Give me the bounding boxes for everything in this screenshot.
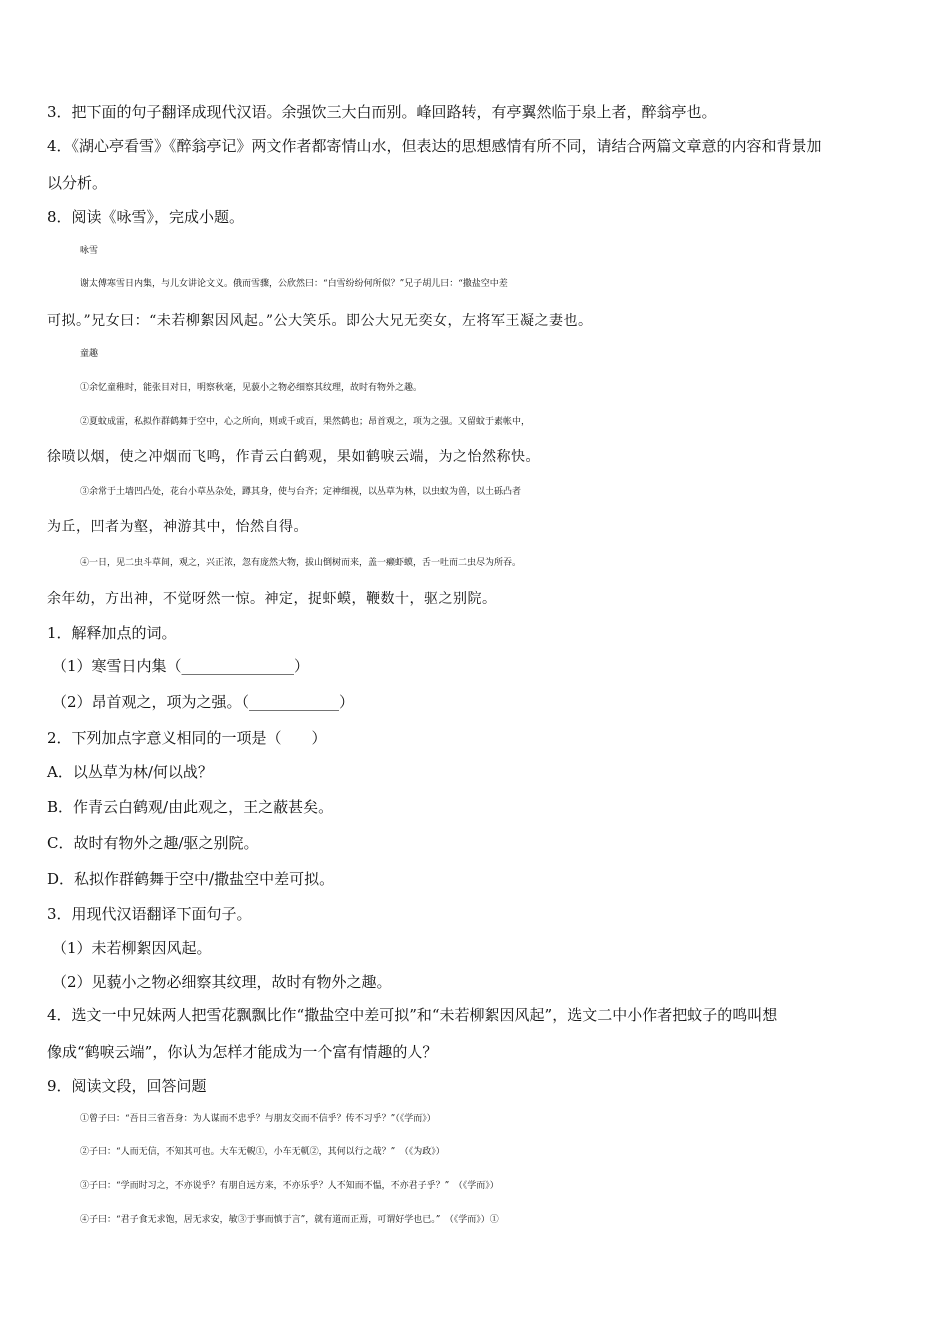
lunyu-quote-2: ②子曰：“人而无信，不知其可也。大车无輗①，小车无軏②，其何以行之哉？” （《为政》） — [80, 1147, 445, 1157]
question-9-heading: 9．阅读文段，回答问题 — [47, 1077, 207, 1095]
tongqu-para-2-line-1: ②夏蚊成雷，私拟作群鹤舞于空中，心之所向，则或千或百，果然鹤也；昂首观之，项为之强。又留蚊于素帐中， — [80, 417, 531, 427]
sub-question-1-item-2: （2）昂首观之，项为之强。（____________） — [52, 693, 355, 711]
tongqu-para-1: ①余忆童稚时，能张目对日，明察秋毫，见藐小之物必细察其纹理，故时有物外之趣。 — [80, 383, 423, 393]
lunyu-quote-4: ④子曰：“君子食无求饱，居无求安，敏③于事而慎于言”，就有道而正焉，可谓好学也已。” （《学而》）① — [80, 1215, 499, 1225]
option-a: A．以丛草为林/何以战？ — [47, 763, 213, 781]
question-8-heading: 8．阅读《咏雪》，完成小题。 — [47, 208, 245, 226]
sub-question-4-line-2: 像成“鹤唳云端”，你认为怎样才能成为一个富有情趣的人？ — [47, 1043, 438, 1061]
tongqu-para-2-line-2: 徐喷以烟，使之冲烟而飞鸣，作青云白鹤观，果如鹤唳云端，为之怡然称快。 — [47, 449, 540, 465]
lunyu-quote-3: ③子曰：“学而时习之，不亦说乎？有朋自远方来，不亦乐乎？人不知而不愠，不亦君子乎？” （《学而》） — [80, 1181, 499, 1191]
tongqu-para-4-line-1: ④一日，见二虫斗草间，观之，兴正浓，忽有庞然大物，拔山倒树而来，盖一癞虾蟆，舌一吐而二虫尽为所吞。 — [80, 558, 522, 568]
sub-question-1: 1．解释加点的词。 — [47, 624, 177, 642]
yongxue-text-1: 谢太傅寒雪日内集，与儿女讲论文义。俄而雪骤，公欣然曰：“白雪纷纷何所似？”兄子胡儿曰：“撒盐空中差 — [80, 279, 508, 289]
yongxue-text-2: 可拟。”兄女曰：“未若柳絮因风起。”公大笑乐。即公大兄无奕女，左将军王凝之妻也。 — [47, 313, 593, 329]
sub-question-1-item-1: （1）寒雪日内集（_______________） — [52, 657, 310, 675]
question-3-translate: 3．把下面的句子翻译成现代汉语。余强饮三大白而别。峰回路转，有亭翼然临于泉上者，醉翁亭也。 — [47, 103, 717, 121]
sub-question-3-item-1: （1）未若柳絮因风起。 — [52, 939, 212, 957]
title-yongxue: 咏雪 — [80, 246, 99, 256]
option-b: B．作青云白鹤观/由此观之，王之蔽甚矣。 — [47, 798, 334, 816]
option-d: D．私拟作群鹤舞于空中/撒盐空中差可拟。 — [47, 870, 335, 888]
tongqu-para-3-line-1: ③余常于土墙凹凸处，花台小草丛杂处，蹲其身，使与台齐；定神细视，以丛草为林，以虫蚁为兽，以土砾凸者 — [80, 487, 522, 497]
tongqu-para-4-line-2: 余年幼，方出神，不觉呀然一惊。神定，捉虾蟆，鞭数十，驱之别院。 — [47, 591, 497, 607]
tongqu-para-3-line-2: 为丘，凹者为壑，神游其中，怡然自得。 — [47, 519, 308, 535]
lunyu-quote-1: ①曾子曰：“吾日三省吾身：为人谋而不忠乎？与朋友交而不信乎？传不习乎？”（《学而》） — [80, 1114, 436, 1124]
sub-question-2: 2．下列加点字意义相同的一项是（ ） — [47, 729, 327, 747]
sub-question-3-item-2: （2）见藐小之物必细察其纹理，故时有物外之趣。 — [52, 973, 392, 991]
sub-question-3: 3．用现代汉语翻译下面句子。 — [47, 905, 252, 923]
title-tongqu: 童趣 — [80, 349, 99, 359]
question-4-compare: 4．《湖心亭看雪》《醉翁亭记》两文作者都寄情山水，但表达的思想感情有所不同，请结合两篇文章意的内容和背景加 — [47, 137, 822, 155]
question-4-continued: 以分析。 — [47, 174, 108, 192]
option-c: C．故时有物外之趣/驱之别院。 — [47, 834, 259, 852]
sub-question-4-line-1: 4．选文一中兄妹两人把雪花飘飘比作“撒盐空中差可拟”和“未若柳絮因风起”，选文二中小作者把蚊子的鸣叫想 — [47, 1006, 778, 1024]
